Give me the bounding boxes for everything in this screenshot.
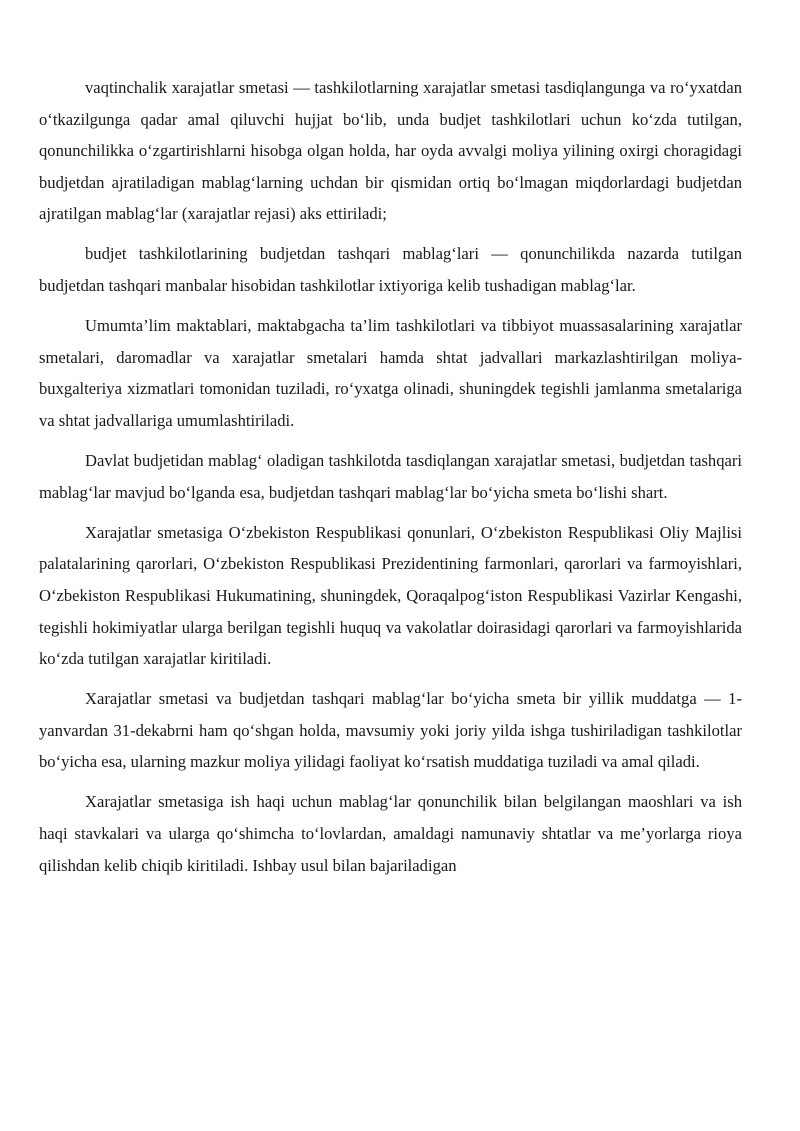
paragraph-approved-estimate-required: Davlat budjetidan mablag‘ oladigan tashkilotda tasdiqlangan xarajatlar smetasi, budjetdan tashqari mablag‘lar mavjud bo‘lganda esa, budjetdan tashqari mablag‘lar bo‘yicha smeta bo‘lishi shart.	[39, 451, 742, 502]
paragraph-estimate-period: Xarajatlar smetasi va budjetdan tashqari mablag‘lar bo‘yicha smeta bir yillik muddatga — 1-yanvardan 31-dekabrni ham qo‘shgan holda, mavsumiy yoki joriy yilda ishga tushiriladigan tashkilotlar bo‘yicha esa, ularning mazkur moliya yilidagi faoliyat ko‘rsatish muddatiga tuziladi va amal qiladi.	[39, 689, 742, 772]
paragraph-extrabudgetary-funds: budjet tashkilotlarining budjetdan tashqari mablag‘lari — qonunchilikda nazarda tutilgan budjetdan tashqari manbalar hisobidan tashkilotlar ixtiyoriga kelib tushadigan mablag‘lar.	[39, 244, 742, 296]
paragraph-wage-funds: Xarajatlar smetasiga ish haqi uchun mablag‘lar qonunchilik bilan belgilangan maoshlari va ish haqi stavkalari va ularga qo‘shimcha to‘lovlardan, amaldagi namunaviy shtatlar va me’yorlarga rioya qilishdan kelib chiqib kiritiladi. Ishbay usul bilan bajariladigan	[39, 792, 742, 875]
paragraph-temporary-expense-estimate: vaqtinchalik xarajatlar smetasi — tashkilotlarning xarajatlar smetasi tasdiqlangunga va ro‘yxatdan o‘tkazilgunga qadar amal qiluvchi hujjat bo‘lib, unda budjet tashkilotlari uchun ko‘zda tutilgan, qonunchilikka o‘zgartirishlarni hisobga olgan holda, har oyda avvalgi moliya yilining oxirgi choragidagi budjetdan ajratiladigan mablag‘larning uchdan bir qismidan ortiq bo‘lmagan miqdorlardagi budjetdan ajratilgan mablag‘lar (xarajatlar rejasi) aks ettiriladi;	[39, 78, 742, 224]
paragraph-schools-estimates: Umumta’lim maktablari, maktabgacha ta’lim tashkilotlari va tibbiyot muassasalarining xarajatlar smetalari, daromadlar va xarajatlar smetalari hamda shtat jadvallari markazlashtirilgan moliya-buxgalteriya xizmatlari tomonidan tuziladi, ro‘yxatga olinadi, shuningdek tegishli jamlanma smetalariga va shtat jadvallariga umumlashtiriladi.	[39, 316, 742, 430]
paragraph-included-expenses: Xarajatlar smetasiga O‘zbekiston Respublikasi qonunlari, O‘zbekiston Respublikasi Oliy Majlisi palatalarining qarorlari, O‘zbekiston Respublikasi Prezidentining farmonlari, qarorlari va farmoyishlari, O‘zbekiston Respublikasi Hukumatining, shuningdek, Qoraqalpog‘iston Respublikasi Vazirlar Kengashi, tegishli hokimiyatlar ularga berilgan tegishli huquq va vakolatlar doirasidagi qarorlari va farmoyishlarida ko‘zda tutilgan xarajatlar kiritiladi.	[39, 522, 742, 669]
document-page	[39, 72, 742, 890]
